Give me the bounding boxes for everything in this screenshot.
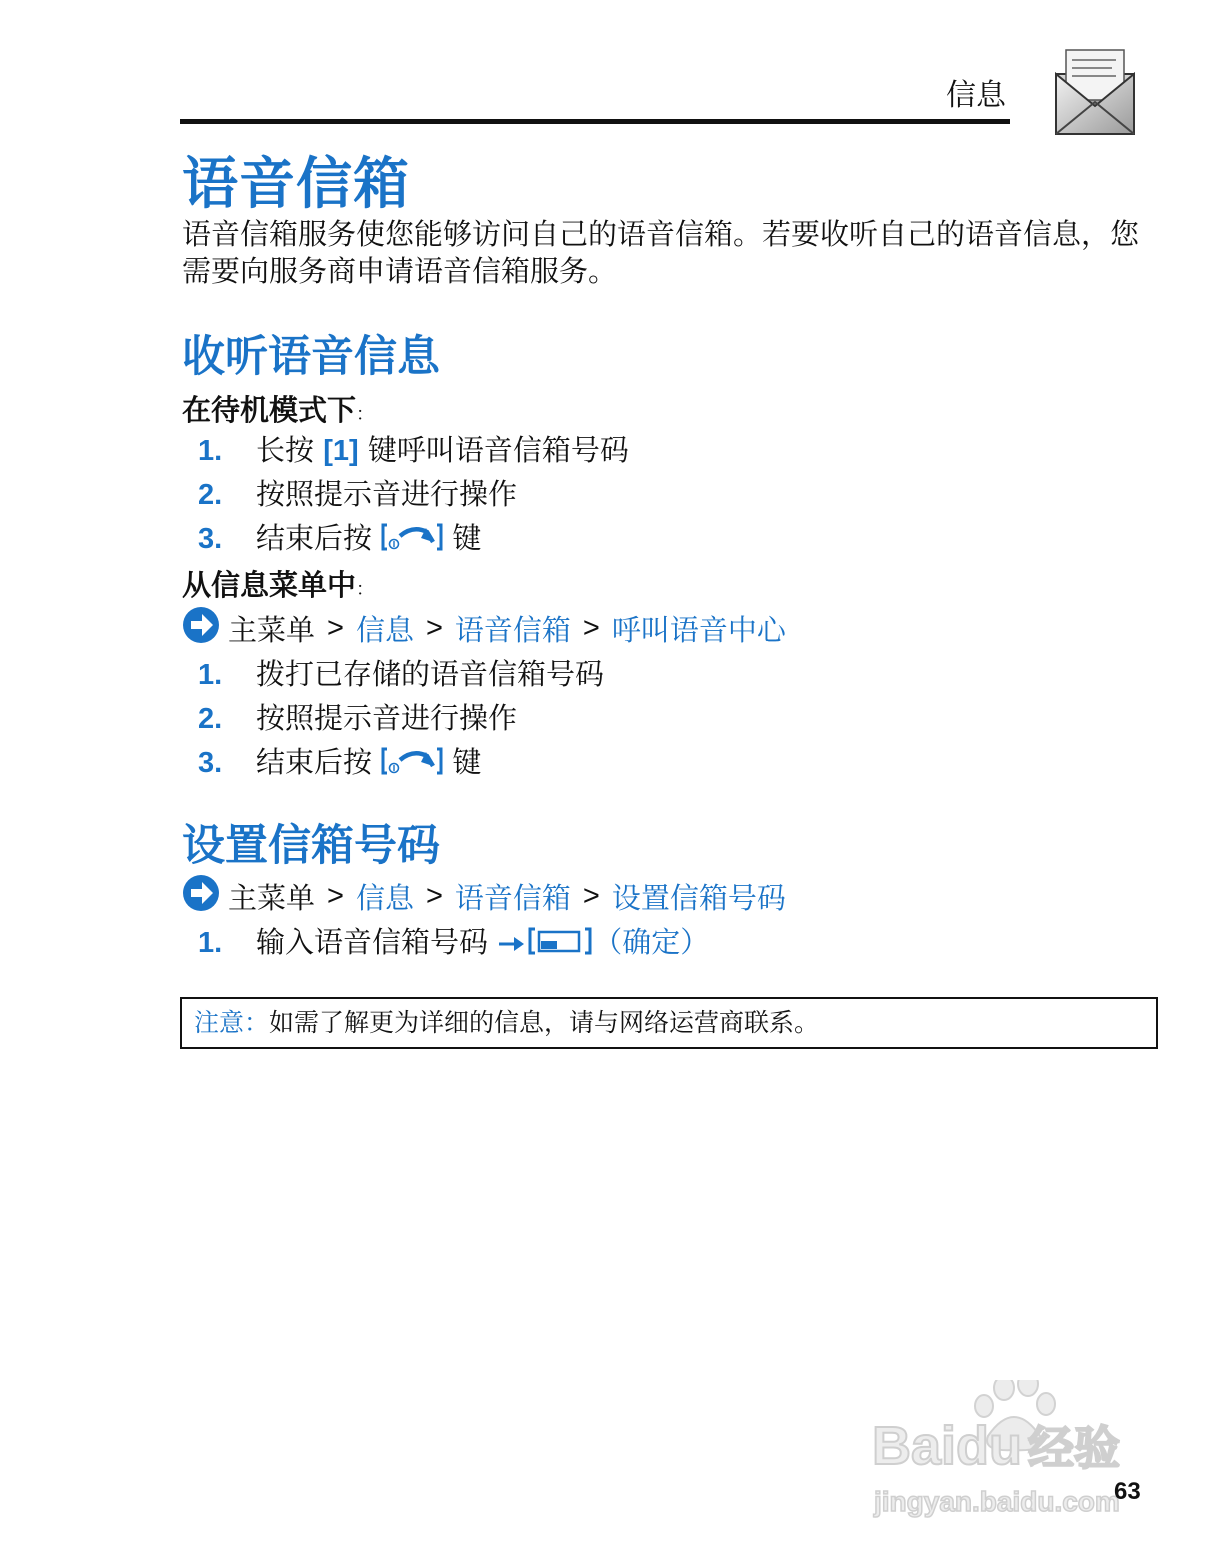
step-number: 1. bbox=[198, 435, 223, 467]
breadcrumb-separator: > bbox=[582, 612, 600, 644]
left-softkey-icon bbox=[527, 926, 593, 963]
step-text: 结束后按 bbox=[256, 745, 382, 779]
step-text: 按照提示音进行操作 bbox=[256, 477, 518, 511]
breadcrumb-separator: > bbox=[425, 612, 443, 644]
end-call-key-icon bbox=[381, 746, 443, 783]
section-listen-title: 收听语音信息 bbox=[182, 332, 440, 382]
step-number: 2. bbox=[198, 479, 223, 511]
watermark-suffix: 经验 bbox=[1028, 1422, 1121, 1474]
menu-path-listen bbox=[182, 606, 786, 651]
step-text: 拨打已存储的语音信箱号码 bbox=[256, 657, 605, 691]
arrow-right-circle-icon bbox=[182, 874, 220, 919]
arrow-right-circle-icon bbox=[182, 606, 220, 651]
breadcrumb-voicemail: 语音信箱 bbox=[454, 881, 571, 915]
menu-label bbox=[182, 563, 374, 604]
step-text: 输入语音信箱号码 bbox=[256, 925, 498, 959]
standby-colon: ： bbox=[356, 404, 375, 425]
end-call-key-icon bbox=[381, 522, 443, 559]
standby-step-2 bbox=[198, 472, 517, 512]
breadcrumb-separator: > bbox=[327, 612, 344, 644]
breadcrumb-messages: 信息 bbox=[355, 613, 414, 647]
breadcrumb-separator: > bbox=[327, 880, 344, 912]
standby-label-text: 在待机模式下 bbox=[182, 393, 357, 427]
breadcrumb-voicemail: 语音信箱 bbox=[454, 613, 571, 647]
breadcrumb-set-mailbox-number: 设置信箱号码 bbox=[611, 881, 786, 915]
step-text: 长按 bbox=[256, 433, 324, 467]
step-number: 3. bbox=[198, 747, 223, 779]
step-text-post: 键 bbox=[443, 745, 482, 779]
step-number: 1. bbox=[198, 659, 223, 691]
menu-step-2 bbox=[198, 696, 517, 736]
breadcrumb-call-voice-center: 呼叫语音中心 bbox=[611, 613, 786, 647]
standby-step-3 bbox=[198, 516, 481, 556]
note-text: 如需了解更为详细的信息，请与网络运营商联系。 bbox=[269, 1008, 820, 1037]
watermark-url: jingyan.baidu.com bbox=[874, 1486, 1120, 1517]
step-text-post: 键 bbox=[443, 521, 482, 555]
menu-step-1 bbox=[198, 652, 604, 692]
breadcrumb-main-menu: 主菜单 bbox=[228, 613, 316, 647]
breadcrumb-main-menu: 主菜单 bbox=[228, 881, 316, 915]
step-text: 按照提示音进行操作 bbox=[256, 701, 518, 735]
breadcrumb-messages: 信息 bbox=[355, 881, 414, 915]
watermark-brand bbox=[872, 1412, 1120, 1478]
menu-label-text: 从信息菜单中 bbox=[182, 568, 357, 602]
breadcrumb-separator: > bbox=[582, 880, 600, 912]
standby-label bbox=[182, 388, 374, 429]
key-1-label: [1] bbox=[323, 435, 359, 467]
page-number: 63 bbox=[1114, 1478, 1141, 1505]
menu-path-set-number bbox=[182, 874, 786, 919]
section-set-number-title: 设置信箱号码 bbox=[182, 821, 440, 871]
watermark-brand-text: Baidu bbox=[872, 1416, 1023, 1476]
menu-step-3 bbox=[198, 740, 481, 780]
envelope-icon bbox=[1052, 44, 1138, 138]
header-title: 信息 bbox=[946, 78, 1006, 113]
step-number: 1. bbox=[198, 927, 223, 959]
confirm-label: （确定） bbox=[593, 925, 710, 959]
page-title: 语音信箱 bbox=[182, 152, 410, 217]
note-label: 注意： bbox=[194, 1008, 270, 1037]
step-number: 2. bbox=[198, 703, 223, 735]
step-text-post: 键呼叫语音信箱号码 bbox=[358, 433, 629, 467]
menu-colon: ： bbox=[356, 579, 375, 600]
standby-step-1 bbox=[198, 428, 629, 468]
note-box bbox=[180, 997, 1158, 1049]
header-rule bbox=[180, 119, 1010, 124]
intro-paragraph: 语音信箱服务使您能够访问自己的语音信箱。若要收听自己的语音信息，您需要向服务商申请语音信箱服务。 bbox=[182, 217, 1140, 288]
step-number: 3. bbox=[198, 523, 223, 555]
arrow-right-icon bbox=[497, 927, 527, 961]
step-text: 结束后按 bbox=[256, 521, 382, 555]
breadcrumb-separator: > bbox=[425, 880, 443, 912]
set-number-step-1 bbox=[198, 920, 709, 960]
